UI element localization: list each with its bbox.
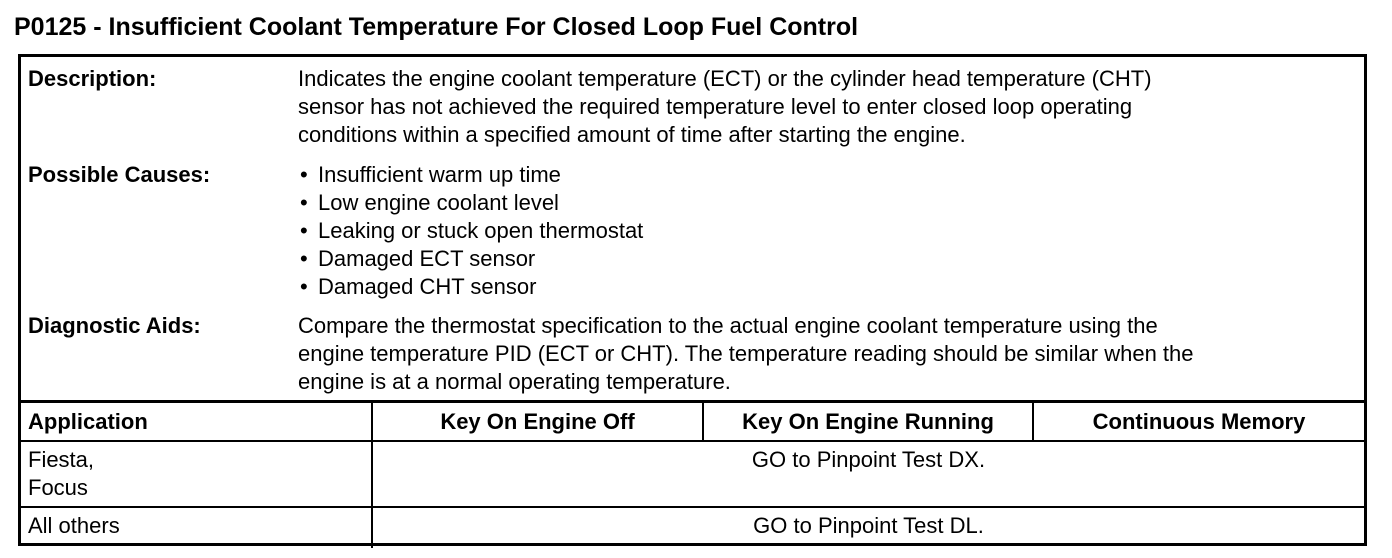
diagnostic-aids-label: Diagnostic Aids: bbox=[28, 313, 201, 338]
application-name: All others bbox=[28, 513, 120, 538]
possible-causes-label: Possible Causes: bbox=[28, 162, 211, 187]
application-table bbox=[21, 400, 1364, 548]
dtc-info-frame bbox=[18, 54, 1367, 546]
header-application: Application bbox=[21, 402, 372, 442]
possible-causes-list bbox=[298, 161, 643, 301]
cause-item: • Leaking or stuck open thermostat bbox=[298, 217, 643, 245]
cause-item: • Damaged ECT sensor bbox=[298, 245, 643, 273]
cause-item: • Low engine coolant level bbox=[298, 189, 643, 217]
diagnostic-aids-line: engine is at a normal operating temperature. bbox=[298, 369, 731, 394]
description-text bbox=[298, 65, 1360, 149]
table-row bbox=[21, 507, 1364, 548]
cause-item: • Damaged CHT sensor bbox=[298, 273, 643, 301]
cause-item: • Insufficient warm up time bbox=[298, 161, 643, 189]
dtc-info-section bbox=[21, 57, 1364, 400]
application-cell bbox=[21, 507, 372, 548]
table-row bbox=[21, 441, 1364, 507]
application-name: Fiesta, bbox=[28, 447, 95, 472]
diagnostic-aids-text bbox=[298, 312, 1360, 396]
header-key-on-engine-off: Key On Engine Off bbox=[372, 402, 703, 442]
description-line: sensor has not achieved the required temperature level to enter closed loop operating bbox=[298, 94, 1133, 119]
description-label: Description: bbox=[28, 66, 157, 91]
diagnostic-aids-line: Compare the thermostat specification to the actual engine coolant temperature using the bbox=[298, 313, 1158, 338]
page-title: P0125 - Insufficient Coolant Temperature For Closed Loop Fuel Control bbox=[14, 13, 859, 41]
description-line: Indicates the engine coolant temperature (ECT) or the cylinder head temperature (CHT) bbox=[298, 66, 1152, 91]
header-key-on-engine-running: Key On Engine Running bbox=[703, 402, 1033, 442]
diagnostic-aids-line: engine temperature PID (ECT or CHT). The temperature reading should be similar when the bbox=[298, 341, 1194, 366]
description-line: conditions within a specified amount of time after starting the engine. bbox=[298, 122, 966, 147]
action-cell: GO to Pinpoint Test DL. bbox=[372, 507, 1364, 548]
header-continuous-memory: Continuous Memory bbox=[1033, 402, 1364, 442]
application-table-header-row bbox=[21, 402, 1364, 442]
action-cell: GO to Pinpoint Test DX. bbox=[372, 441, 1364, 507]
application-cell bbox=[21, 441, 372, 507]
application-name: Focus bbox=[28, 475, 88, 500]
